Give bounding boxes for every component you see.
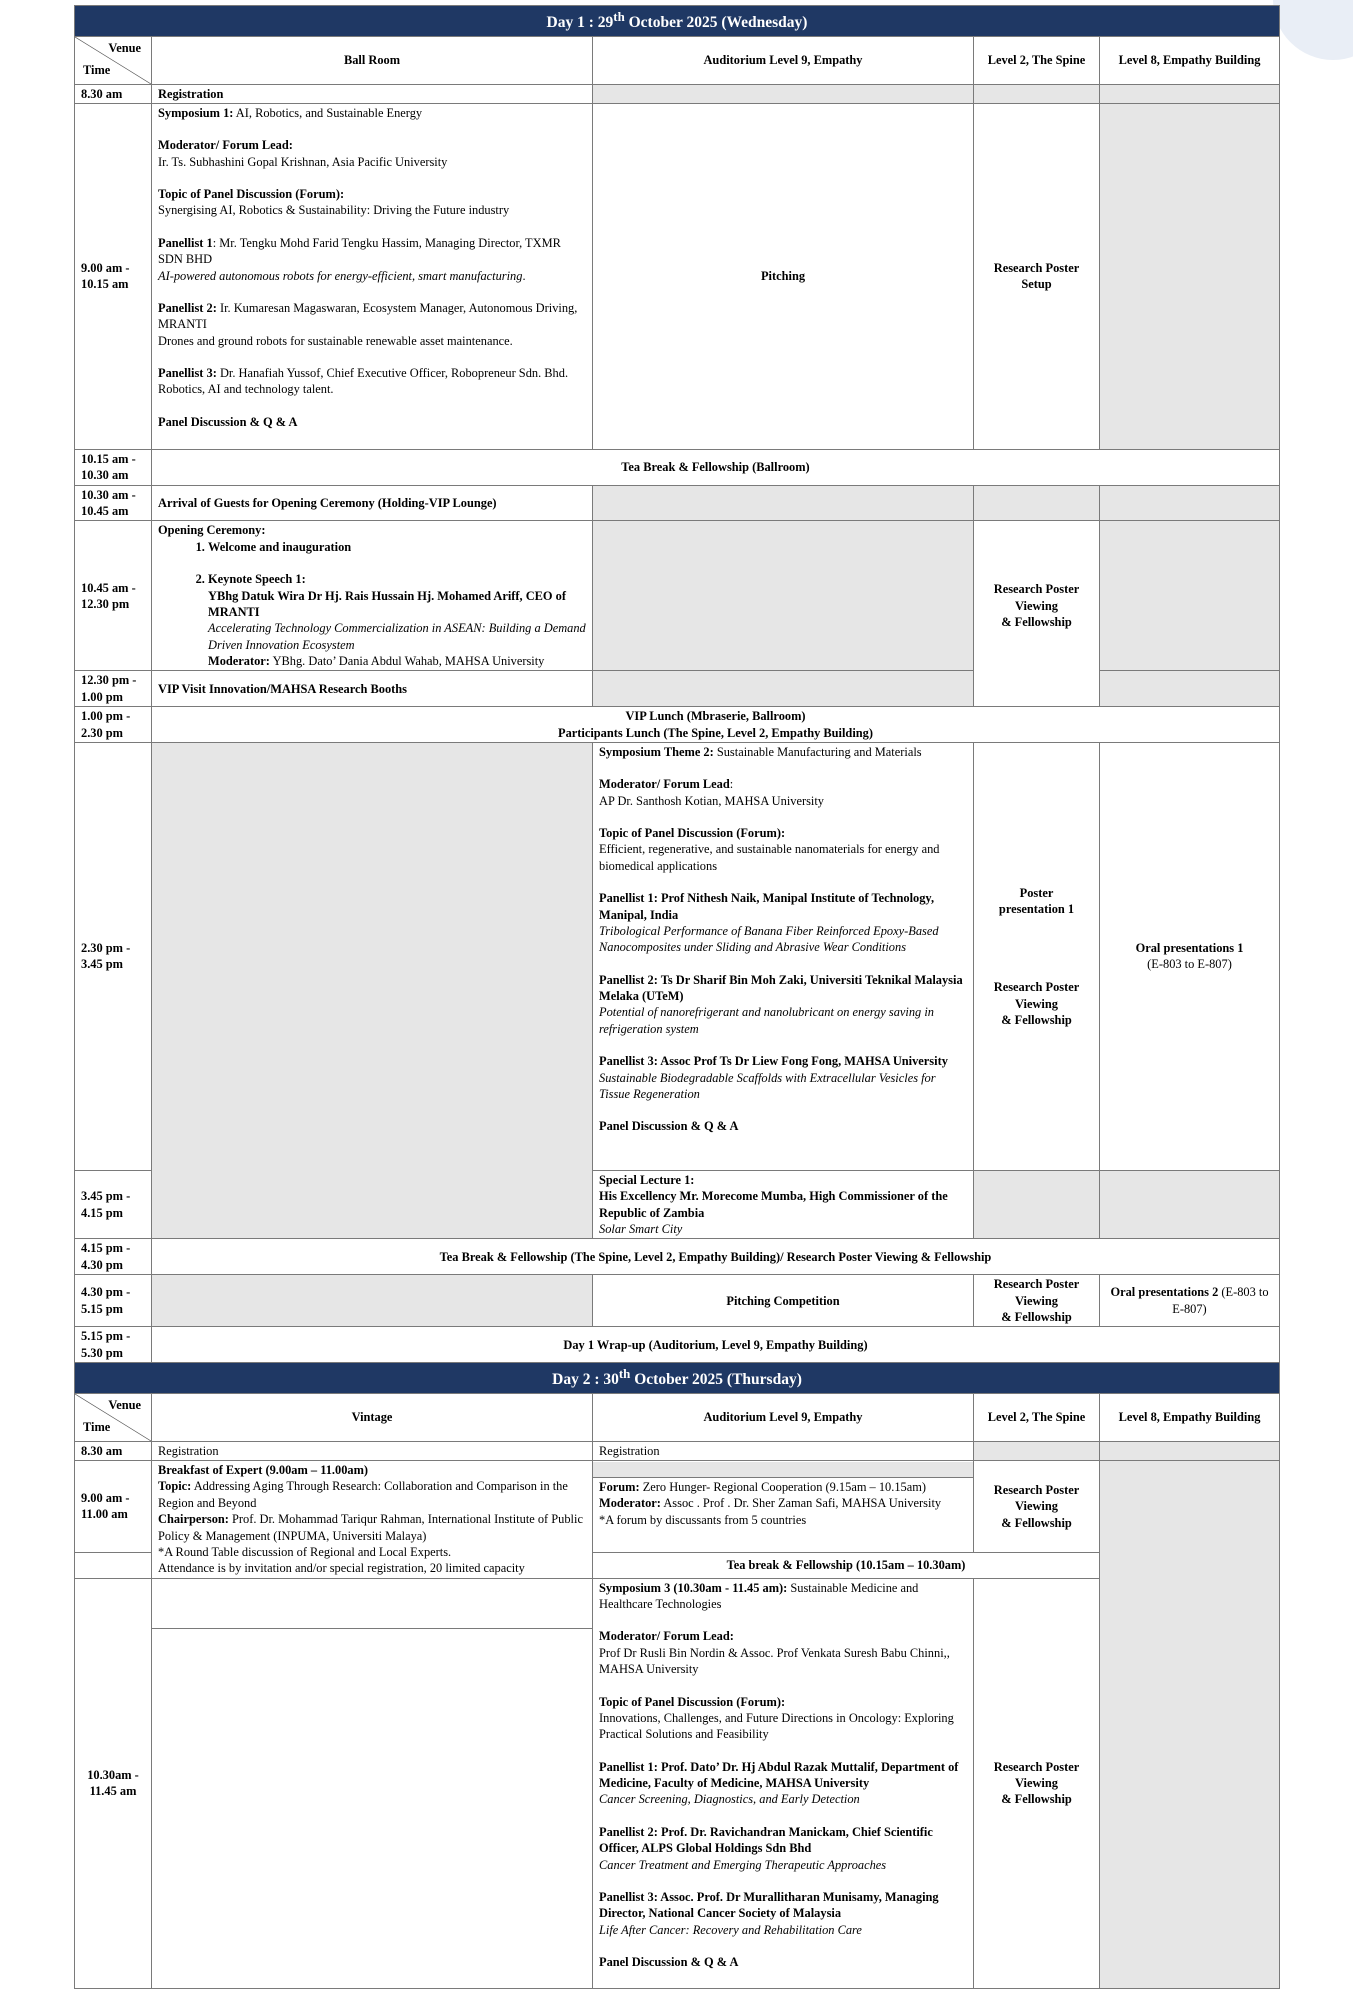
oral-presentation-rooms: (E-803 to E-807): [1172, 1285, 1269, 1316]
panel-closing: Panel Discussion & Q & A: [599, 1955, 739, 1970]
empty-cell: [1100, 671, 1280, 707]
time-cell: 2.30 pm - 3.45 pm: [75, 742, 152, 1170]
panellist-name: Panellist 1: Prof. Dato’ Dr. Hj Abdul Razak Muttalif, Department of Medicine, Faculty of Medicine, MAHSA University: [599, 1759, 959, 1791]
schedule-row: [75, 1327, 1280, 1363]
schedule-row: [75, 84, 1280, 103]
panellist-topic: Tribological Performance of Banana Fiber Reinforced Epoxy-Based Nanocomposites under Sliding and Abrasive Wear Conditions: [599, 923, 939, 955]
opening-heading: Opening Ceremony:: [158, 523, 266, 538]
empty-cell: [974, 1441, 1100, 1460]
panellist-name: Panellist 3: Assoc Prof Ts Dr Liew Fong Fong, MAHSA University: [599, 1054, 948, 1069]
symposium-2-cell: [593, 742, 974, 1170]
empty-cell: [1100, 1461, 1280, 1989]
moderator-label: Moderator:: [599, 1496, 661, 1511]
grey-bar: [593, 1462, 973, 1478]
moderator-label: Moderator/ Forum Lead:: [599, 1629, 734, 1644]
breakfast-note: *A Round Table discussion of Regional and Local Experts.: [158, 1544, 452, 1559]
keynote-talk: Accelerating Technology Commercialization in ASEAN: Building a Demand Driven Innovation Ecosystem: [208, 621, 586, 652]
topic-text: Innovations, Challenges, and Future Directions in Oncology: Exploring Practical Solutions and Feasibility: [599, 1710, 954, 1742]
empty-cell: [1100, 84, 1280, 103]
poster-presentation: Poster presentation 1: [998, 885, 1075, 916]
schedule-row: [75, 742, 1280, 1170]
topic-text: Efficient, regenerative, and sustainable nanomaterials for energy and biomedical applications: [599, 842, 940, 873]
moderator-text: Ir. Ts. Subhashini Gopal Krishnan, Asia Pacific University: [158, 154, 448, 169]
time-cell: 4.30 pm - 5.15 pm: [75, 1275, 152, 1327]
topic-label: Topic of Panel Discussion (Forum):: [158, 187, 345, 202]
topic-text: Addressing Aging Through Research: Collaboration and Comparison in the Region and Beyond: [158, 1479, 568, 1510]
panellist-topic: AI-powered autonomous robots for energy-efficient, smart manufacturing: [158, 268, 523, 283]
panellist-topic: Robotics, AI and technology talent.: [158, 382, 334, 397]
schedule-row: [75, 103, 1280, 449]
lunch-cell: [152, 707, 1280, 743]
venue-level8: Level 8, Empathy Building: [1100, 36, 1280, 84]
lecture-speaker: His Excellency Mr. Morecome Mumba, High Commissioner of the Republic of Zambia: [599, 1189, 948, 1220]
day2-venue-row: [75, 1393, 1280, 1441]
moderator-text: Prof Dr Rusli Bin Nordin & Assoc. Prof Venkata Suresh Babu Chinni,, MAHSA University: [599, 1645, 950, 1677]
moderator-label: Moderator/ Forum Lead: [599, 777, 730, 792]
day2-header-row: [75, 1363, 1280, 1394]
panellist-label: Panellist 1: [158, 235, 213, 250]
oral-presentation-title: Oral presentations 2: [1110, 1285, 1219, 1300]
time-label: Time: [83, 1420, 111, 1435]
symposium-3-cell: [593, 1578, 974, 1988]
day1-title: Day 1 : 29th October 2025 (Wednesday): [75, 6, 1280, 37]
chair-label: Chairperson:: [158, 1512, 229, 1527]
empty-cell: [1100, 521, 1280, 671]
schedule-row: [75, 1578, 1280, 1628]
moderator-label: Moderator/ Forum Lead:: [158, 138, 293, 153]
poster-viewing: Research Poster Viewing & Fellowship: [993, 980, 1080, 1028]
vip-lunch: VIP Lunch (Mbraserie, Ballroom): [625, 709, 806, 724]
moderator-label: Moderator:: [208, 654, 270, 669]
time-cell: 5.15 pm - 5.30 pm: [75, 1327, 152, 1363]
forum-text: Zero Hunger- Regional Cooperation (9.15am – 10.15am): [639, 1480, 926, 1495]
empty-cell: [1100, 1441, 1280, 1460]
vintage-cell: Registration: [152, 1441, 593, 1460]
time-cell: 12.30 pm - 1.00 pm: [75, 671, 152, 707]
lecture-heading: Special Lecture 1:: [599, 1172, 695, 1187]
merged-cell: Tea Break & Fellowship (Ballroom): [152, 449, 1280, 485]
empty-cell: [974, 1170, 1100, 1239]
moderator-colon: :: [729, 777, 734, 792]
ballroom-cell: Registration: [152, 84, 593, 103]
breakfast-expert-cell: [152, 1461, 593, 1579]
level8-cell: [1100, 1275, 1280, 1327]
empty-cell: [593, 84, 974, 103]
time-cell: 10.45 am - 12.30 pm: [75, 521, 152, 671]
spine-cell: Research Poster Viewing & Fellowship: [974, 1275, 1100, 1327]
forum-label: Forum:: [599, 1480, 640, 1495]
empty-cell: [1100, 103, 1280, 449]
schedule-row: [75, 1275, 1280, 1327]
time-cell: 8.30 am: [75, 84, 152, 103]
empty-cell: [593, 485, 974, 521]
opening-list: [158, 571, 586, 587]
keynote-speaker: YBhg Datuk Wira Dr Hj. Rais Hussain Hj. Mohamed Ariff, CEO of MRANTI: [208, 588, 566, 619]
schedule-row: [75, 1461, 1280, 1553]
empty-cell: [152, 1628, 593, 1988]
topic-label: Topic:: [158, 1479, 192, 1494]
venue-label: Venue: [108, 1397, 141, 1412]
breakfast-heading: Breakfast of Expert (9.00am – 11.00am): [158, 1463, 369, 1478]
time-cell: 10.30 am - 10.45 am: [75, 485, 152, 521]
level8-cell: [1100, 742, 1280, 1170]
panellist-name: Panellist 1: Prof Nithesh Naik, Manipal Institute of Technology, Manipal, India: [599, 891, 935, 922]
topic-label: Topic of Panel Discussion (Forum):: [599, 826, 786, 841]
moderator-text: YBhg. Dato’ Dania Abdul Wahab, MAHSA University: [269, 654, 545, 669]
day2-title: Day 2 : 30th October 2025 (Thursday): [75, 1363, 1280, 1394]
spine-cell: Research Poster Viewing & Fellowship: [974, 1461, 1100, 1553]
time-cell: 9.00 am - 11.00 am: [75, 1461, 152, 1553]
opening-ceremony-cell: [152, 521, 593, 671]
empty-cell: [152, 742, 593, 1239]
time-cell: 3.45 pm - 4.15 pm: [75, 1170, 152, 1239]
corner-decoration: [1273, 0, 1353, 60]
empty-cell: [1100, 1170, 1280, 1239]
symposium-label: Symposium 3 (10.30am - 11.45 am):: [599, 1580, 788, 1595]
day1-header-row: [75, 6, 1280, 37]
ballroom-cell: Arrival of Guests for Opening Ceremony (Holding-VIP Lounge): [152, 485, 593, 521]
symposium-label: Symposium 1:: [158, 105, 234, 120]
panellist-topic: Life After Cancer: Recovery and Rehabilitation Care: [599, 1922, 862, 1937]
empty-cell: [1100, 485, 1280, 521]
venue-time-corner: [75, 1393, 152, 1441]
venue-time-corner: [75, 36, 152, 84]
schedule-row: [75, 671, 1280, 707]
time-cell: 10.30am - 11.45 am: [75, 1578, 152, 1988]
schedule-row: [75, 1239, 1280, 1275]
breakfast-note: Attendance is by invitation and/or special registration, 20 limited capacity: [158, 1561, 525, 1576]
oral-presentation-title: Oral presentations 1: [1135, 941, 1244, 956]
moderator-text: Assoc . Prof . Dr. Sher Zaman Safi, MAHSA University: [660, 1496, 942, 1511]
special-lecture-cell: [593, 1170, 974, 1239]
time-label: Time: [83, 63, 111, 78]
panellist-text: Dr. Hanafiah Yussof, Chief Executive Officer, Robopreneur Sdn. Bhd.: [216, 366, 569, 381]
ballroom-cell: VIP Visit Innovation/MAHSA Research Booths: [152, 671, 593, 707]
symposium-label: Symposium Theme 2:: [599, 744, 714, 759]
venue-vintage: Vintage: [152, 1393, 593, 1441]
schedule-row: [75, 521, 1280, 671]
auditorium-cell: Pitching Competition: [593, 1275, 974, 1327]
schedule-row: [75, 1441, 1280, 1460]
venue-ballroom: Ball Room: [152, 36, 593, 84]
time-cell: 1.00 pm - 2.30 pm: [75, 707, 152, 743]
venue-level8: Level 8, Empathy Building: [1100, 1393, 1280, 1441]
topic-label: Topic of Panel Discussion (Forum):: [599, 1694, 786, 1709]
lecture-topic: Solar Smart City: [599, 1222, 683, 1237]
spine-cell: [974, 742, 1100, 1170]
symposium-text: Sustainable Medicine and Healthcare Technologies: [599, 1580, 919, 1612]
empty-cell: [593, 521, 974, 671]
venue-auditorium: Auditorium Level 9, Empathy: [593, 36, 974, 84]
panellist-label: Panellist 3:: [158, 366, 217, 381]
time-cell: 4.15 pm - 4.30 pm: [75, 1239, 152, 1275]
forum-cell: [593, 1461, 974, 1553]
tea-break-cell: Tea break & Fellowship (10.15am – 10.30am): [593, 1552, 1100, 1578]
topic-text: Synergising AI, Robotics & Sustainability: Driving the Future industry: [158, 203, 510, 218]
time-cell: 8.30 am: [75, 1441, 152, 1460]
schedule-row: [75, 485, 1280, 521]
panellist-name: Panellist 2: Prof. Dr. Ravichandran Manickam, Chief Scientific Officer, ALPS Global Holdings Sdn Bhd: [599, 1824, 933, 1856]
day1-venue-row: [75, 36, 1280, 84]
opening-list: [158, 539, 586, 555]
panellist-topic: Cancer Treatment and Emerging Therapeutic Approaches: [599, 1857, 887, 1872]
empty-cell: [152, 1578, 593, 1628]
panellist-name: Panellist 2: Ts Dr Sharif Bin Moh Zaki, Universiti Teknikal Malaysia Melaka (UTeM): [599, 972, 963, 1004]
auditorium-cell: Registration: [593, 1441, 974, 1460]
participants-lunch: Participants Lunch (The Spine, Level 2, Empathy Building): [558, 725, 873, 740]
time-cell: 10.15 am - 10.30 am: [75, 449, 152, 485]
panellist-label: Panellist 2:: [158, 300, 217, 315]
panellist-name: Panellist 3: Assoc. Prof. Dr Murallitharan Munisamy, Managing Director, National Cancer Society of Malaysia: [599, 1889, 939, 1921]
time-cell: [75, 1552, 152, 1578]
chair-text: Prof. Dr. Mohammad Tariqur Rahman, International Institute of Public Policy & Management (INPUMA, Universiti Malaya): [158, 1512, 583, 1543]
panellist-topic: Cancer Screening, Diagnostics, and Early Detection: [599, 1792, 860, 1807]
programme-table: [74, 5, 1280, 1989]
spine-cell: Research Poster Viewing & Fellowship: [974, 521, 1100, 707]
symposium-text: AI, Robotics, and Sustainable Energy: [233, 105, 423, 120]
panellist-topic: Sustainable Biodegradable Scaffolds with Extracellular Vesicles for Tissue Regeneration: [599, 1070, 936, 1101]
venue-label: Venue: [108, 40, 141, 55]
oral-presentation-rooms: (E-803 to E-807): [1147, 957, 1232, 972]
symposium-1-cell: Symposium 1: AI, Robotics, and Sustainable Energy Moderator/ Forum Lead: Ir. Ts. Subhashini Gopal Krishnan, Asia Pacific University Topic of Panel Discussion (Forum): Synergising AI, Robotics & Sustainability: Driving the Future industry Panellist 1: Mr. Tengku Mohd Farid Tengku Hassim, Managing Director, TXMR SDN BHD AI-powered autonomous robots for energy-efficient, smart manufacturing. Panellist 2: Ir. Kumaresan Magaswaran, Ecosystem Manager, Autonomous Driving, MRANTI Drones and ground robots for sustainable renewable asset maintenance. Panellist 3: Dr. Hanafiah Yussof, Chief Executive Officer, Robopreneur Sdn. Bhd. Robotics, AI and technology talent. Panel Discussion & Q & A: [152, 103, 593, 449]
forum-note: *A forum by discussants from 5 countries: [599, 1512, 807, 1527]
panel-closing: Panel Discussion & Q & A: [599, 1119, 739, 1134]
panellist-topic: Drones and ground robots for sustainable renewable asset maintenance.: [158, 333, 513, 348]
moderator-text: AP Dr. Santhosh Kotian, MAHSA University: [599, 793, 824, 808]
panellist-topic: Potential of nanorefrigerant and nanolubricant on energy saving in refrigeration system: [599, 1005, 934, 1036]
panellist-text: Ir. Kumaresan Magaswaran, Ecosystem Manager, Autonomous Driving, MRANTI: [158, 300, 578, 332]
empty-cell: [974, 84, 1100, 103]
panellist-text: : Mr. Tengku Mohd Farid Tengku Hassim, Managing Director, TXMR SDN BHD: [158, 235, 561, 267]
spine-cell: Research Poster Setup: [974, 103, 1100, 449]
panel-closing: Panel Discussion & Q & A: [158, 414, 298, 429]
venue-auditorium: Auditorium Level 9, Empathy: [593, 1393, 974, 1441]
venue-spine: Level 2, The Spine: [974, 36, 1100, 84]
opening-item: 1. Welcome and inauguration: [208, 539, 586, 555]
merged-cell: Day 1 Wrap-up (Auditorium, Level 9, Empathy Building): [152, 1327, 1280, 1363]
symposium-text: Sustainable Manufacturing and Materials: [713, 744, 922, 759]
auditorium-cell: Pitching: [593, 103, 974, 449]
empty-cell: [974, 485, 1100, 521]
schedule-row: [75, 449, 1280, 485]
opening-item: 2. Keynote Speech 1:: [208, 571, 586, 587]
empty-cell: [593, 671, 974, 707]
empty-cell: [152, 1275, 593, 1327]
time-cell: 9.00 am - 10.15 am: [75, 103, 152, 449]
schedule-row: [75, 707, 1280, 743]
venue-spine: Level 2, The Spine: [974, 1393, 1100, 1441]
spine-cell: Research Poster Viewing & Fellowship: [974, 1578, 1100, 1988]
merged-cell: Tea Break & Fellowship (The Spine, Level 2, Empathy Building)/ Research Poster Viewing & Fellowship: [152, 1239, 1280, 1275]
